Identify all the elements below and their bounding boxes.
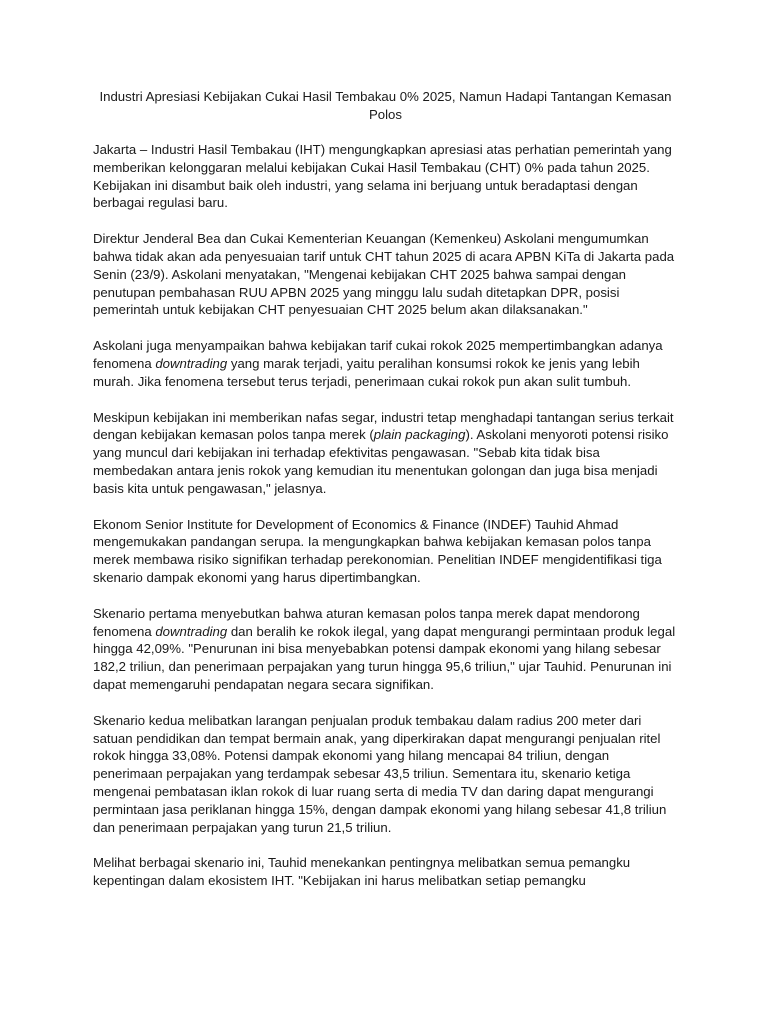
paragraph-text: Melihat berbagai skenario ini, Tauhid menekankan pentingnya melibatkan semua pemangku kepentingan dalam ekosistem IHT. "Kebijakan ini harus melibatkan setiap pemangku <box>93 855 631 889</box>
paragraph-text: yang marak terjadi, yaitu peralihan konsumsi rokok ke jenis yang lebih murah. Jika fenomena tersebut terus terjadi, penerimaan cukai rokok pun akan sulit tumbuh. <box>93 355 640 389</box>
italic-term: downtrading <box>155 623 228 639</box>
paragraph-text: Askolani juga menyampaikan bahwa kebijakan tarif cukai rokok 2025 mempertimbangkan adanya fenomena <box>93 338 663 371</box>
paragraph-text: ). Askolani menyoroti potensi risiko yang muncul dari kebijakan ini terhadap efektivitas pengawasan. "Sebab kita tidak bisa membedakan antara jenis rokok yang kemudian itu menentukan golongan dan juga bisa menjadi basis kita untuk pengawasan," jelasnya. <box>93 427 669 496</box>
paragraph <box>93 337 678 390</box>
italic-term: downtrading <box>155 355 228 371</box>
paragraph <box>93 409 678 498</box>
paragraph <box>93 712 678 837</box>
article-body <box>93 141 678 890</box>
article-title: Industri Apresiasi Kebijakan Cukai Hasil Tembakau 0% 2025, Namun Hadapi Tantangan Kemasan Polos <box>99 89 672 122</box>
paragraph-text: Skenario kedua melibatkan larangan penjualan produk tembakau dalam radius 200 meter dari satuan pendidikan dan tempat bermain anak, yang diperkirakan dapat mengurangi penjualan ritel rokok hingga 33,08%. Potensi dampak ekonomi yang hilang mencapai 84 triliun, dengan penerimaan perpajakan yang terdampak sebesar 43,5 triliun. Sementara itu, skenario ketiga mengenai pembatasan iklan rokok di luar ruang serta di media TV dan daring dapat mengurangi permintaan jasa periklanan hingga 15%, dengan dampak ekonomi yang hilang sebesar 41,8 triliun dan penerimaan perpajakan yang turun 21,5 triliun. <box>93 712 667 835</box>
paragraph <box>93 141 678 212</box>
paragraph-text: Skenario pertama menyebutkan bahwa aturan kemasan polos tanpa merek dapat mendorong fenomena <box>93 605 640 639</box>
paragraph-text: dan beralih ke rokok ilegal, yang dapat mengurangi permintaan produk legal hingga 42,09%. "Penurunan ini bisa menyebabkan potensi dampak ekonomi yang hilang sebesar 182,2 triliun, dan penerimaan perpajakan yang turun hingga 95,6 triliun," ujar Tauhid. Penurunan ini dapat memengaruhi pendapatan negara secara signifikan. <box>93 623 676 692</box>
paragraph-text: Jakarta – Industri Hasil Tembakau (IHT) mengungkapkan apresiasi atas perhatian pemerintah yang memberikan kelonggaran melalui kebijakan Cukai Hasil Tembakau (CHT) 0% pada tahun 2025. Kebijakan ini disambut baik oleh industri, yang selama ini berjuang untuk beradaptasi dengan berbagai regulasi baru. <box>93 142 672 211</box>
paragraph <box>93 605 678 694</box>
paragraph <box>93 854 678 890</box>
paragraph-text: Ekonom Senior Institute for Development of Economics & Finance (INDEF) Tauhid Ahmad mengemukakan pandangan serupa. Ia mengungkapkan bahwa kebijakan kemasan polos tanpa merek membawa risiko signifikan terhadap perekonomian. Penelitian INDEF mengidentifikasi tiga skenario dampak ekonomi yang harus dipertimbangkan. <box>93 516 662 585</box>
italic-term: plain packaging <box>373 427 466 443</box>
paragraph <box>93 230 678 319</box>
paragraph-text: Meskipun kebijakan ini memberikan nafas segar, industri tetap menghadapi tantangan serius terkait dengan kebijakan kemasan polos tanpa merek ( <box>93 409 674 443</box>
document-page <box>93 88 678 890</box>
paragraph-text: Direktur Jenderal Bea dan Cukai Kementerian Keuangan (Kemenkeu) Askolani mengumumkan bahwa tidak akan ada penyesuaian tarif untuk CHT tahun 2025 di acara APBN KiTa di Jakarta pada Senin (23/9). Askolani menyatakan, "Mengenai kebijakan CHT 2025 bahwa sampai dengan penutupan pembahasan RUU APBN 2025 yang minggu lalu sudah ditetapkan DPR, posisi pemerintah untuk kebijakan CHT penyesuaian CHT 2025 belum akan dilaksanakan." <box>93 231 675 318</box>
paragraph <box>93 516 678 587</box>
